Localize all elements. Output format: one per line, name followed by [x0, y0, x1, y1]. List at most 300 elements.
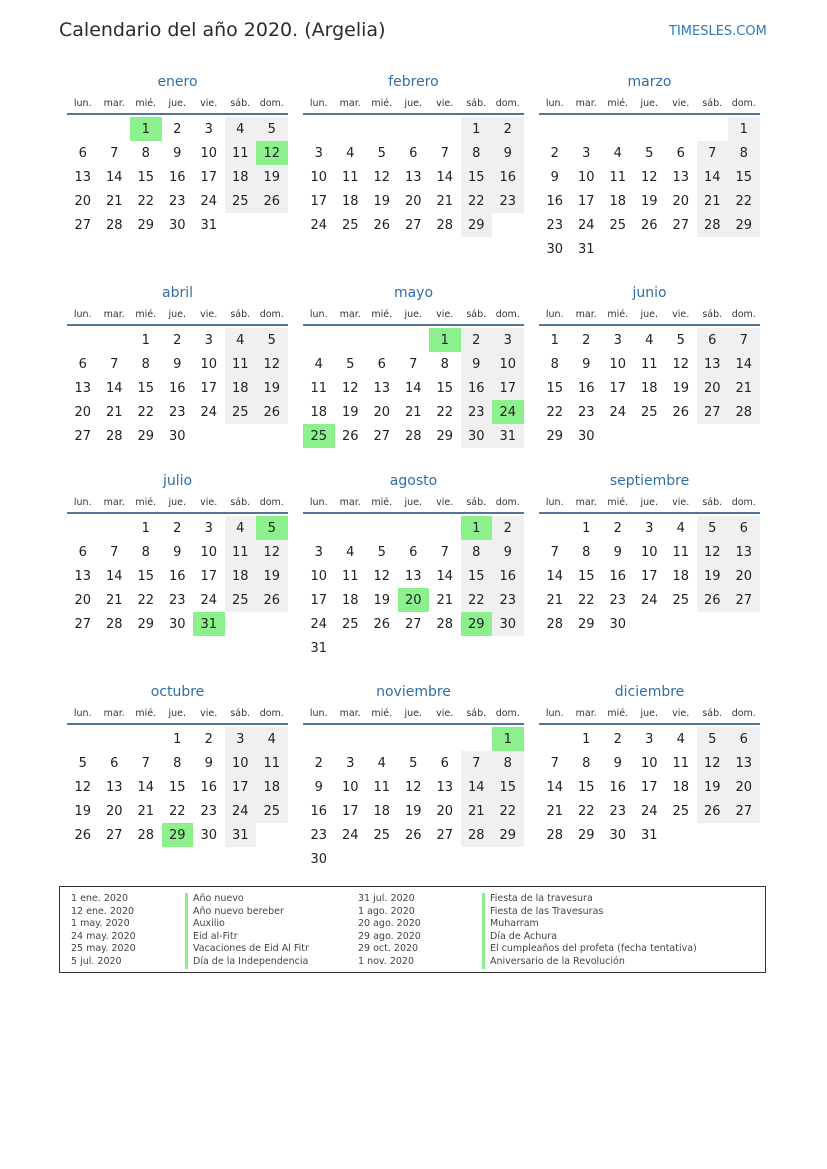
day-cell[interactable]: 20 — [74, 404, 92, 420]
day-cell[interactable]: 24 — [341, 827, 359, 843]
day-cell[interactable]: 31 — [200, 217, 218, 233]
day-cell[interactable]: 9 — [582, 356, 591, 372]
day-cell[interactable]: 25 — [341, 616, 359, 632]
day-cell[interactable]: 17 — [341, 803, 359, 819]
day-cell[interactable]: 3 — [314, 145, 323, 161]
day-cell[interactable]: 16 — [492, 165, 524, 189]
day-cell[interactable]: 15 — [137, 169, 155, 185]
day-cell[interactable]: 4 — [225, 117, 257, 141]
day-cell[interactable]: 15 — [492, 775, 524, 799]
day-cell[interactable]: 23 — [609, 803, 627, 819]
day-cell[interactable]: 22 — [577, 592, 595, 608]
day-cell[interactable]: 12 — [373, 568, 391, 584]
day-cell[interactable]: 9 — [613, 544, 622, 560]
day-cell[interactable]: 12 — [697, 540, 729, 564]
day-cell[interactable]: 23 — [200, 803, 218, 819]
day-cell[interactable]: 3 — [645, 731, 654, 747]
day-cell[interactable]: 9 — [492, 141, 524, 165]
day-cell[interactable]: 11 — [310, 380, 328, 396]
day-cell[interactable]: 26 — [697, 799, 729, 823]
holiday-day-cell[interactable]: 31 — [193, 612, 225, 636]
day-cell[interactable]: 22 — [546, 404, 564, 420]
day-cell[interactable]: 3 — [225, 727, 257, 751]
day-cell[interactable]: 18 — [672, 779, 690, 795]
day-cell[interactable]: 3 — [204, 520, 213, 536]
holiday-day-cell[interactable]: 1 — [130, 117, 162, 141]
day-cell[interactable]: 3 — [492, 328, 524, 352]
day-cell[interactable]: 25 — [256, 799, 288, 823]
day-cell[interactable]: 9 — [173, 145, 182, 161]
day-cell[interactable]: 15 — [461, 564, 493, 588]
day-cell[interactable]: 8 — [141, 145, 150, 161]
day-cell[interactable]: 14 — [546, 568, 564, 584]
day-cell[interactable]: 27 — [672, 217, 690, 233]
day-cell[interactable]: 28 — [105, 217, 123, 233]
day-cell[interactable]: 1 — [582, 731, 591, 747]
day-cell[interactable]: 5 — [697, 516, 729, 540]
day-cell[interactable]: 13 — [373, 380, 391, 396]
day-cell[interactable]: 7 — [697, 141, 729, 165]
day-cell[interactable]: 27 — [404, 616, 422, 632]
day-cell[interactable]: 4 — [314, 356, 323, 372]
day-cell[interactable]: 10 — [225, 751, 257, 775]
day-cell[interactable]: 23 — [168, 404, 186, 420]
day-cell[interactable]: 8 — [440, 356, 449, 372]
day-cell[interactable]: 8 — [461, 540, 493, 564]
day-cell[interactable]: 4 — [346, 145, 355, 161]
day-cell[interactable]: 28 — [436, 217, 454, 233]
holiday-day-cell[interactable]: 1 — [461, 516, 493, 540]
day-cell[interactable]: 27 — [728, 588, 760, 612]
day-cell[interactable]: 4 — [346, 544, 355, 560]
day-cell[interactable]: 17 — [225, 775, 257, 799]
day-cell[interactable]: 30 — [609, 616, 627, 632]
day-cell[interactable]: 22 — [436, 404, 454, 420]
day-cell[interactable]: 11 — [672, 544, 690, 560]
day-cell[interactable]: 19 — [697, 564, 729, 588]
day-cell[interactable]: 5 — [377, 145, 386, 161]
day-cell[interactable]: 21 — [105, 193, 123, 209]
day-cell[interactable]: 23 — [492, 189, 524, 213]
day-cell[interactable]: 17 — [492, 376, 524, 400]
day-cell[interactable]: 24 — [640, 592, 658, 608]
day-cell[interactable]: 4 — [676, 731, 685, 747]
day-cell[interactable]: 21 — [137, 803, 155, 819]
day-cell[interactable]: 22 — [461, 189, 493, 213]
day-cell[interactable]: 21 — [546, 592, 564, 608]
day-cell[interactable]: 13 — [436, 779, 454, 795]
day-cell[interactable]: 24 — [640, 803, 658, 819]
day-cell[interactable]: 19 — [256, 564, 288, 588]
day-cell[interactable]: 25 — [225, 400, 257, 424]
day-cell[interactable]: 4 — [645, 332, 654, 348]
day-cell[interactable]: 10 — [310, 169, 328, 185]
day-cell[interactable]: 10 — [609, 356, 627, 372]
day-cell[interactable]: 16 — [310, 803, 328, 819]
day-cell[interactable]: 30 — [310, 851, 328, 867]
day-cell[interactable]: 3 — [314, 544, 323, 560]
day-cell[interactable]: 21 — [546, 803, 564, 819]
day-cell[interactable]: 19 — [256, 376, 288, 400]
day-cell[interactable]: 11 — [225, 352, 257, 376]
day-cell[interactable]: 28 — [461, 823, 493, 847]
day-cell[interactable]: 13 — [74, 169, 92, 185]
day-cell[interactable]: 16 — [200, 779, 218, 795]
day-cell[interactable]: 5 — [78, 755, 87, 771]
day-cell[interactable]: 17 — [200, 169, 218, 185]
day-cell[interactable]: 18 — [640, 380, 658, 396]
day-cell[interactable]: 6 — [676, 145, 685, 161]
day-cell[interactable]: 18 — [672, 568, 690, 584]
day-cell[interactable]: 16 — [492, 564, 524, 588]
day-cell[interactable]: 3 — [613, 332, 622, 348]
day-cell[interactable]: 24 — [310, 217, 328, 233]
day-cell[interactable]: 8 — [141, 356, 150, 372]
day-cell[interactable]: 13 — [728, 751, 760, 775]
day-cell[interactable]: 27 — [74, 616, 92, 632]
day-cell[interactable]: 12 — [404, 779, 422, 795]
day-cell[interactable]: 19 — [672, 380, 690, 396]
day-cell[interactable]: 10 — [640, 544, 658, 560]
day-cell[interactable]: 29 — [577, 616, 595, 632]
day-cell[interactable]: 5 — [645, 145, 654, 161]
day-cell[interactable]: 28 — [436, 616, 454, 632]
day-cell[interactable]: 10 — [200, 145, 218, 161]
day-cell[interactable]: 6 — [78, 145, 87, 161]
day-cell[interactable]: 30 — [168, 428, 186, 444]
day-cell[interactable]: 8 — [492, 751, 524, 775]
day-cell[interactable]: 24 — [225, 799, 257, 823]
day-cell[interactable]: 25 — [609, 217, 627, 233]
day-cell[interactable]: 4 — [225, 516, 257, 540]
day-cell[interactable]: 27 — [74, 217, 92, 233]
day-cell[interactable]: 2 — [492, 117, 524, 141]
day-cell[interactable]: 23 — [168, 193, 186, 209]
day-cell[interactable]: 9 — [204, 755, 213, 771]
day-cell[interactable]: 18 — [341, 193, 359, 209]
day-cell[interactable]: 4 — [676, 520, 685, 536]
day-cell[interactable]: 8 — [582, 544, 591, 560]
day-cell[interactable]: 10 — [492, 352, 524, 376]
day-cell[interactable]: 11 — [609, 169, 627, 185]
day-cell[interactable]: 16 — [461, 376, 493, 400]
day-cell[interactable]: 10 — [577, 169, 595, 185]
holiday-day-cell[interactable]: 5 — [256, 516, 288, 540]
day-cell[interactable]: 11 — [225, 141, 257, 165]
day-cell[interactable]: 17 — [200, 568, 218, 584]
holiday-day-cell[interactable]: 1 — [429, 328, 461, 352]
day-cell[interactable]: 26 — [373, 616, 391, 632]
day-cell[interactable]: 20 — [728, 564, 760, 588]
day-cell[interactable]: 16 — [168, 380, 186, 396]
day-cell[interactable]: 21 — [105, 404, 123, 420]
day-cell[interactable]: 1 — [141, 332, 150, 348]
day-cell[interactable]: 18 — [256, 775, 288, 799]
day-cell[interactable]: 24 — [577, 217, 595, 233]
day-cell[interactable]: 7 — [141, 755, 150, 771]
day-cell[interactable]: 6 — [409, 544, 418, 560]
day-cell[interactable]: 24 — [310, 616, 328, 632]
day-cell[interactable]: 16 — [609, 568, 627, 584]
day-cell[interactable]: 5 — [697, 727, 729, 751]
day-cell[interactable]: 4 — [256, 727, 288, 751]
day-cell[interactable]: 3 — [582, 145, 591, 161]
day-cell[interactable]: 7 — [110, 145, 119, 161]
day-cell[interactable]: 19 — [697, 775, 729, 799]
day-cell[interactable]: 24 — [200, 193, 218, 209]
day-cell[interactable]: 13 — [728, 540, 760, 564]
day-cell[interactable]: 29 — [728, 213, 760, 237]
day-cell[interactable]: 17 — [609, 380, 627, 396]
day-cell[interactable]: 13 — [672, 169, 690, 185]
day-cell[interactable]: 19 — [373, 193, 391, 209]
day-cell[interactable]: 25 — [341, 217, 359, 233]
day-cell[interactable]: 23 — [609, 592, 627, 608]
day-cell[interactable]: 1 — [461, 117, 493, 141]
day-cell[interactable]: 30 — [609, 827, 627, 843]
holiday-day-cell[interactable]: 1 — [492, 727, 524, 751]
day-cell[interactable]: 3 — [204, 121, 213, 137]
day-cell[interactable]: 15 — [461, 165, 493, 189]
day-cell[interactable]: 15 — [728, 165, 760, 189]
day-cell[interactable]: 8 — [582, 755, 591, 771]
day-cell[interactable]: 26 — [74, 827, 92, 843]
day-cell[interactable]: 29 — [137, 217, 155, 233]
day-cell[interactable]: 16 — [577, 380, 595, 396]
day-cell[interactable]: 21 — [697, 189, 729, 213]
day-cell[interactable]: 2 — [550, 145, 559, 161]
day-cell[interactable]: 26 — [697, 588, 729, 612]
day-cell[interactable]: 10 — [310, 568, 328, 584]
day-cell[interactable]: 29 — [546, 428, 564, 444]
day-cell[interactable]: 25 — [672, 803, 690, 819]
holiday-day-cell[interactable]: 29 — [162, 823, 194, 847]
day-cell[interactable]: 8 — [728, 141, 760, 165]
day-cell[interactable]: 15 — [168, 779, 186, 795]
day-cell[interactable]: 2 — [173, 520, 182, 536]
day-cell[interactable]: 2 — [492, 516, 524, 540]
day-cell[interactable]: 19 — [640, 193, 658, 209]
day-cell[interactable]: 16 — [546, 193, 564, 209]
day-cell[interactable]: 22 — [728, 189, 760, 213]
day-cell[interactable]: 21 — [436, 193, 454, 209]
day-cell[interactable]: 11 — [341, 169, 359, 185]
day-cell[interactable]: 31 — [492, 424, 524, 448]
day-cell[interactable]: 5 — [346, 356, 355, 372]
day-cell[interactable]: 11 — [373, 779, 391, 795]
day-cell[interactable]: 27 — [436, 827, 454, 843]
day-cell[interactable]: 18 — [310, 404, 328, 420]
day-cell[interactable]: 17 — [640, 568, 658, 584]
day-cell[interactable]: 14 — [436, 169, 454, 185]
day-cell[interactable]: 13 — [105, 779, 123, 795]
day-cell[interactable]: 20 — [672, 193, 690, 209]
day-cell[interactable]: 30 — [461, 424, 493, 448]
day-cell[interactable]: 9 — [173, 356, 182, 372]
day-cell[interactable]: 14 — [436, 568, 454, 584]
day-cell[interactable]: 14 — [404, 380, 422, 396]
day-cell[interactable]: 15 — [577, 568, 595, 584]
site-link[interactable]: TIMESLES.COM — [669, 24, 767, 39]
day-cell[interactable]: 12 — [697, 751, 729, 775]
day-cell[interactable]: 2 — [461, 328, 493, 352]
day-cell[interactable]: 17 — [200, 380, 218, 396]
day-cell[interactable]: 10 — [200, 356, 218, 372]
day-cell[interactable]: 6 — [377, 356, 386, 372]
day-cell[interactable]: 7 — [409, 356, 418, 372]
holiday-day-cell[interactable]: 29 — [461, 612, 493, 636]
day-cell[interactable]: 25 — [225, 189, 257, 213]
day-cell[interactable]: 10 — [640, 755, 658, 771]
day-cell[interactable]: 11 — [256, 751, 288, 775]
day-cell[interactable]: 22 — [577, 803, 595, 819]
day-cell[interactable]: 27 — [697, 400, 729, 424]
day-cell[interactable]: 5 — [409, 755, 418, 771]
day-cell[interactable]: 21 — [436, 592, 454, 608]
day-cell[interactable]: 6 — [728, 516, 760, 540]
day-cell[interactable]: 7 — [440, 544, 449, 560]
day-cell[interactable]: 30 — [492, 612, 524, 636]
day-cell[interactable]: 25 — [373, 827, 391, 843]
day-cell[interactable]: 2 — [613, 520, 622, 536]
day-cell[interactable]: 14 — [137, 779, 155, 795]
day-cell[interactable]: 2 — [173, 121, 182, 137]
day-cell[interactable]: 28 — [105, 616, 123, 632]
day-cell[interactable]: 22 — [137, 592, 155, 608]
day-cell[interactable]: 2 — [173, 332, 182, 348]
day-cell[interactable]: 8 — [173, 755, 182, 771]
day-cell[interactable]: 27 — [74, 428, 92, 444]
day-cell[interactable]: 13 — [404, 169, 422, 185]
day-cell[interactable]: 19 — [373, 592, 391, 608]
day-cell[interactable]: 24 — [200, 592, 218, 608]
day-cell[interactable]: 26 — [373, 217, 391, 233]
day-cell[interactable]: 19 — [341, 404, 359, 420]
day-cell[interactable]: 17 — [577, 193, 595, 209]
day-cell[interactable]: 1 — [173, 731, 182, 747]
day-cell[interactable]: 28 — [546, 827, 564, 843]
day-cell[interactable]: 6 — [409, 145, 418, 161]
day-cell[interactable]: 8 — [461, 141, 493, 165]
day-cell[interactable]: 29 — [137, 428, 155, 444]
day-cell[interactable]: 2 — [204, 731, 213, 747]
day-cell[interactable]: 2 — [582, 332, 591, 348]
day-cell[interactable]: 22 — [137, 193, 155, 209]
day-cell[interactable]: 13 — [697, 352, 729, 376]
day-cell[interactable]: 19 — [74, 803, 92, 819]
day-cell[interactable]: 20 — [105, 803, 123, 819]
day-cell[interactable]: 25 — [225, 588, 257, 612]
day-cell[interactable]: 15 — [137, 568, 155, 584]
day-cell[interactable]: 1 — [582, 520, 591, 536]
day-cell[interactable]: 28 — [404, 428, 422, 444]
day-cell[interactable]: 4 — [377, 755, 386, 771]
holiday-day-cell[interactable]: 24 — [492, 400, 524, 424]
day-cell[interactable]: 10 — [341, 779, 359, 795]
day-cell[interactable]: 15 — [436, 380, 454, 396]
day-cell[interactable]: 20 — [373, 404, 391, 420]
day-cell[interactable]: 29 — [461, 213, 493, 237]
day-cell[interactable]: 22 — [168, 803, 186, 819]
day-cell[interactable]: 5 — [256, 117, 288, 141]
day-cell[interactable]: 15 — [546, 380, 564, 396]
day-cell[interactable]: 24 — [609, 404, 627, 420]
day-cell[interactable]: 7 — [728, 328, 760, 352]
day-cell[interactable]: 18 — [609, 193, 627, 209]
day-cell[interactable]: 31 — [640, 827, 658, 843]
day-cell[interactable]: 12 — [373, 169, 391, 185]
day-cell[interactable]: 29 — [577, 827, 595, 843]
day-cell[interactable]: 17 — [640, 779, 658, 795]
day-cell[interactable]: 26 — [672, 404, 690, 420]
day-cell[interactable]: 18 — [225, 376, 257, 400]
day-cell[interactable]: 14 — [461, 775, 493, 799]
day-cell[interactable]: 19 — [256, 165, 288, 189]
day-cell[interactable]: 7 — [550, 544, 559, 560]
holiday-day-cell[interactable]: 25 — [303, 424, 335, 448]
day-cell[interactable]: 23 — [492, 588, 524, 612]
day-cell[interactable]: 27 — [728, 799, 760, 823]
day-cell[interactable]: 16 — [168, 568, 186, 584]
day-cell[interactable]: 4 — [613, 145, 622, 161]
day-cell[interactable]: 26 — [256, 189, 288, 213]
day-cell[interactable]: 18 — [225, 564, 257, 588]
day-cell[interactable]: 11 — [672, 755, 690, 771]
day-cell[interactable]: 14 — [105, 380, 123, 396]
day-cell[interactable]: 5 — [676, 332, 685, 348]
day-cell[interactable]: 25 — [672, 592, 690, 608]
day-cell[interactable]: 4 — [225, 328, 257, 352]
day-cell[interactable]: 15 — [137, 380, 155, 396]
day-cell[interactable]: 16 — [168, 169, 186, 185]
day-cell[interactable]: 5 — [377, 544, 386, 560]
day-cell[interactable]: 1 — [728, 117, 760, 141]
day-cell[interactable]: 3 — [645, 520, 654, 536]
day-cell[interactable]: 28 — [728, 400, 760, 424]
day-cell[interactable]: 27 — [373, 428, 391, 444]
day-cell[interactable]: 11 — [640, 356, 658, 372]
day-cell[interactable]: 26 — [640, 217, 658, 233]
day-cell[interactable]: 30 — [200, 827, 218, 843]
day-cell[interactable]: 18 — [225, 165, 257, 189]
day-cell[interactable]: 28 — [697, 213, 729, 237]
day-cell[interactable]: 3 — [204, 332, 213, 348]
day-cell[interactable]: 1 — [550, 332, 559, 348]
day-cell[interactable]: 13 — [74, 568, 92, 584]
day-cell[interactable]: 28 — [137, 827, 155, 843]
day-cell[interactable]: 8 — [550, 356, 559, 372]
day-cell[interactable]: 21 — [728, 376, 760, 400]
day-cell[interactable]: 10 — [200, 544, 218, 560]
day-cell[interactable]: 28 — [105, 428, 123, 444]
day-cell[interactable]: 15 — [577, 779, 595, 795]
day-cell[interactable]: 20 — [74, 193, 92, 209]
day-cell[interactable]: 16 — [609, 779, 627, 795]
day-cell[interactable]: 14 — [546, 779, 564, 795]
day-cell[interactable]: 30 — [168, 217, 186, 233]
day-cell[interactable]: 6 — [78, 356, 87, 372]
day-cell[interactable]: 7 — [110, 356, 119, 372]
day-cell[interactable]: 23 — [577, 404, 595, 420]
day-cell[interactable]: 12 — [341, 380, 359, 396]
day-cell[interactable]: 7 — [550, 755, 559, 771]
day-cell[interactable]: 20 — [728, 775, 760, 799]
day-cell[interactable]: 22 — [461, 588, 493, 612]
day-cell[interactable]: 6 — [697, 328, 729, 352]
day-cell[interactable]: 20 — [697, 376, 729, 400]
day-cell[interactable]: 6 — [78, 544, 87, 560]
day-cell[interactable]: 17 — [310, 193, 328, 209]
